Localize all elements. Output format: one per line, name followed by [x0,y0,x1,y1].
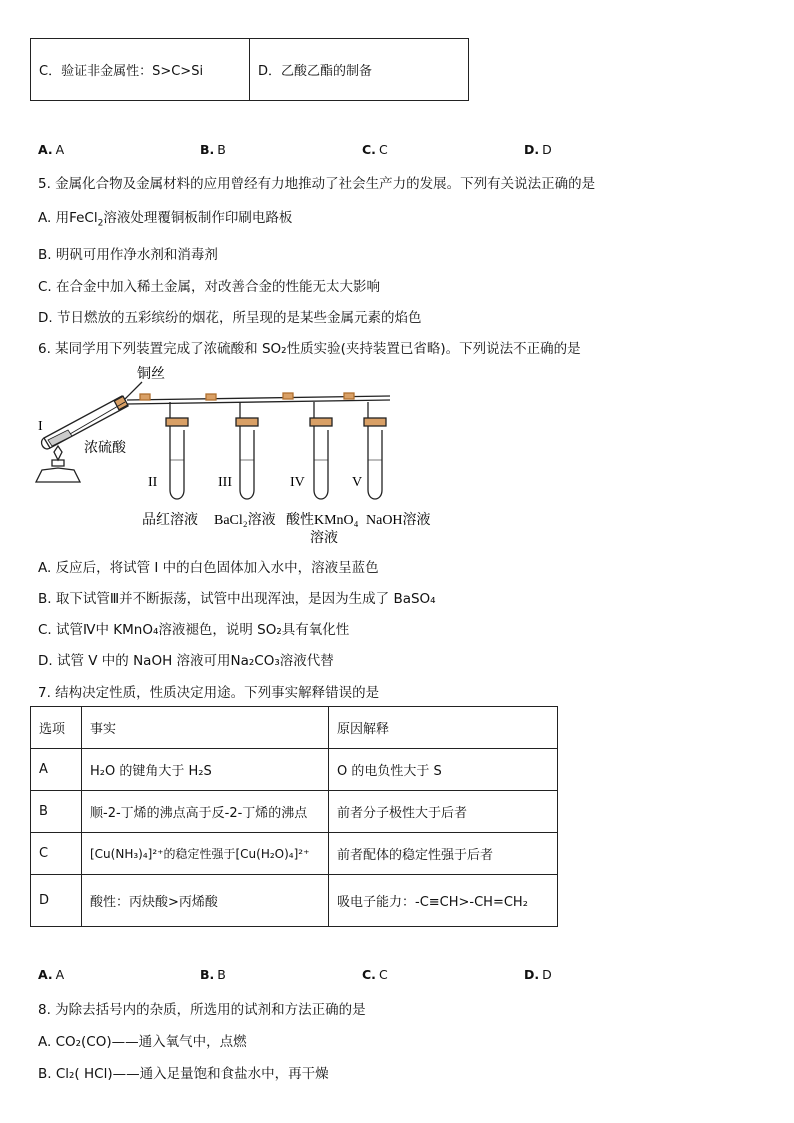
lamp-flame [54,446,62,460]
q7-row-b-reason: 前者分子极性大于后者 [329,791,558,833]
label-sol-3: BaCl₂溶液 [214,513,276,528]
q7-row-c-fact: [Cu(NH₃)₄]²⁺的稳定性强于[Cu(H₂O)₄]²⁺ [82,833,329,875]
q7-row-c-reason: 前者配体的稳定性强于后者 [329,833,558,875]
q8-stem: 8. 为除去括号内的杂质，所选用的试剂和方法正确的是 [38,1002,366,1018]
label-sol-4b: 溶液 [310,531,338,546]
label-sol-4a: 酸性KMnO₄ [286,513,359,528]
q5-stem: 5. 金属化合物及金属材料的应用曾经有力地推动了社会生产力的发展。下列有关说法正确的是 [38,176,596,192]
q4-option-d: D. D [524,142,552,157]
q7-row-d-reason: 吸电子能力：-C≡CH>-CH=CH₂ [329,875,558,927]
q4-option-d-text: D [542,142,552,157]
q7-option-b-text: B [217,967,226,982]
q7-stem: 7. 结构决定性质，性质决定用途。下列事实解释错误的是 [38,685,380,701]
q4-option-c: C. C [362,142,388,157]
q4-option-b-text: B [217,142,226,157]
q5-a-pre: A. 用FeCl [38,210,98,226]
q4-cell-c: C．验证非金属性：S>C>Si [31,39,250,101]
q7-header-fact: 事实 [82,707,329,749]
q6-option-c: C. 试管Ⅳ中 KMnO₄溶液褪色，说明 SO₂具有氧化性 [38,622,350,638]
label-tube-3: III [218,475,232,490]
table-row [31,833,558,875]
q7-row-b-fact: 顺-2-丁烯的沸点高于反-2-丁烯的沸点 [82,791,329,833]
q7-option-b: B. B [200,967,226,982]
q6-option-a: A. 反应后，将试管 I 中的白色固体加入水中，溶液呈蓝色 [38,560,379,576]
apparatus-figure [30,360,450,550]
q4-option-b: B. B [200,142,226,157]
q6-option-b: B. 取下试管Ⅲ并不断振荡，试管中出现浑浊，是因为生成了 BaSO₄ [38,591,436,607]
label-copper: 铜丝 [137,367,165,382]
q7-row-c-option: C [31,833,82,875]
tube-4 [314,402,328,499]
q5-option-c: C. 在合金中加入稀土金属，对改善合金的性能无太大影响 [38,279,381,295]
q7-table [30,706,558,927]
q7-row-d-option: D [31,875,82,927]
table-row [31,875,558,927]
q6-option-d: D. 试管 V 中的 NaOH 溶液可用Na₂CO₃溶液代替 [38,653,334,669]
q5-a-sub: 2 [97,218,104,229]
label-sol-2: 品红溶液 [142,513,198,528]
q7-row-a-option: A [31,749,82,791]
q4-option-c-text: C [378,142,388,157]
q7-row-d-fact: 酸性：丙炔酸>丙烯酸 [82,875,329,927]
label-tube-1: I [38,419,43,434]
q7-row-a-reason: O 的电负性大于 S [329,749,558,791]
table-row [31,749,558,791]
q5-a-post: 溶液处理覆铜板制作印刷电路板 [103,210,293,226]
q7-option-d: D. D [524,967,552,982]
q7-row-a-fact: H₂O 的键角大于 H₂S [82,749,329,791]
q7-header-reason: 原因解释 [329,707,558,749]
label-tube-2: II [148,475,158,490]
q8-option-b: B. Cl₂( HCl)——通入足量饱和食盐水中，再干燥 [38,1066,329,1082]
label-sol-5: NaOH溶液 [366,513,431,528]
q7-header-row [31,707,558,749]
tube-3 [240,402,254,499]
label-tube-4: IV [290,475,305,490]
q5-option-b: B. 明矾可用作净水剂和消毒剂 [38,247,218,263]
label-acid: 浓硫酸 [84,441,126,456]
alcohol-lamp [36,468,80,482]
label-tube-5: V [352,475,363,490]
q5-option-d: D. 节日燃放的五彩缤纷的烟花，所呈现的是某些金属元素的焰色 [38,310,422,326]
q7-row-b-option: B [31,791,82,833]
q7-option-c: C. C [362,967,388,982]
q7-option-a: A. A [38,967,65,982]
tube-5 [368,402,382,499]
q4-options-table [30,38,469,101]
q7-option-d-text: D [542,967,552,982]
q7-header-option: 选项 [31,707,82,749]
q4-cell-d: D．乙酸乙酯的制备 [250,39,469,101]
table-row [31,791,558,833]
q8-option-a: A. CO₂(CO)——通入氧气中，点燃 [38,1034,247,1050]
q4-option-a-text: A [55,142,65,157]
q7-option-a-text: A [55,967,65,982]
tube-2 [170,402,184,499]
q7-option-c-text: C [378,967,388,982]
q5-option-a [38,206,292,229]
q6-stem: 6. 某同学用下列装置完成了浓硫酸和 SO₂性质实验(夹持装置已省略)。下列说法不正确的是 [38,341,581,357]
q4-option-a: A. A [38,142,65,157]
